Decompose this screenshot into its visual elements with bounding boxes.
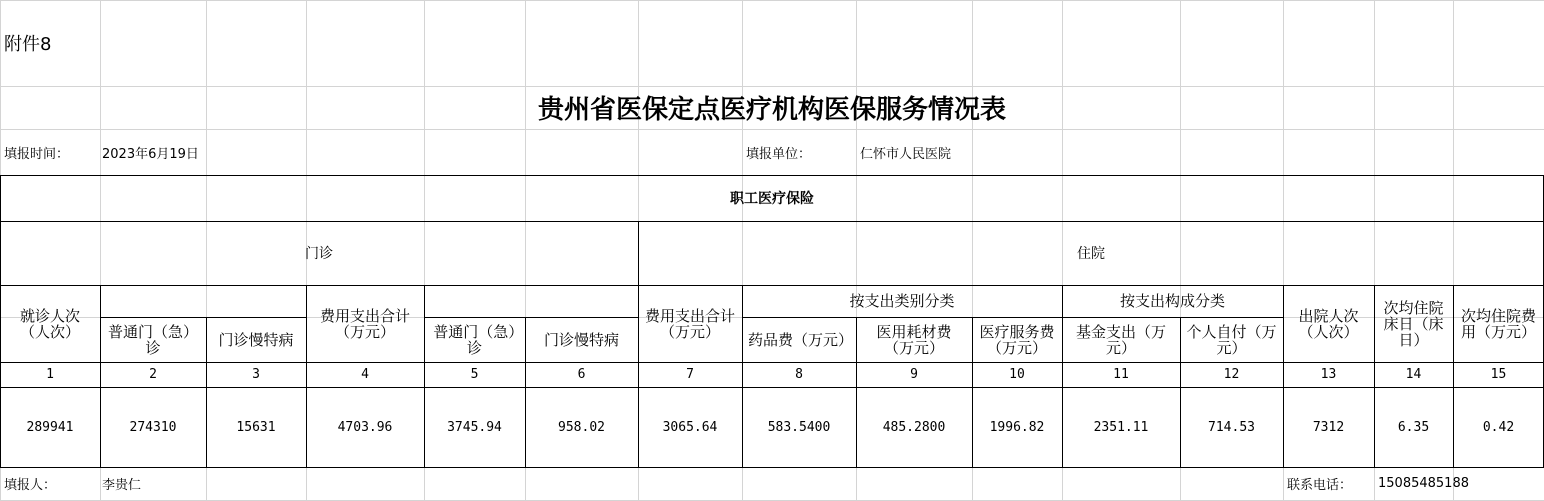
- group-expense-type-header: 按支出类别分类: [849, 292, 955, 310]
- outpatient-header: 门诊: [305, 246, 333, 262]
- column-header-12: 个人自付（万元）: [1186, 322, 1277, 357]
- table-cell-value[interactable]: 7312: [1312, 419, 1345, 435]
- table-cell-value[interactable]: 15631: [236, 419, 276, 435]
- grid-line-horizontal: [0, 0, 1544, 1]
- column-header-15: 次均住院费用（万元）: [1460, 306, 1536, 341]
- column-index-6: 6: [577, 367, 586, 382]
- column-header-2: 普通门（急）诊: [107, 322, 198, 357]
- table-cell-value[interactable]: 4703.96: [337, 419, 393, 435]
- column-index-14: 14: [1405, 367, 1422, 382]
- table-border: [0, 175, 1544, 176]
- group-expense-structure-header: 按支出构成分类: [1119, 292, 1225, 310]
- column-header-7: 费用支出合计 （万元）: [644, 306, 735, 341]
- report-time-label: 填报时间：: [4, 146, 70, 162]
- reporter-value: 李贵仁: [102, 478, 142, 493]
- column-header-3: 门诊慢特病: [218, 330, 294, 349]
- table-cell-value[interactable]: 583.5400: [767, 419, 831, 435]
- column-index-13: 13: [1320, 367, 1337, 382]
- column-index-2: 2: [149, 367, 157, 382]
- reporter-label: 填报人：: [4, 478, 57, 493]
- column-index-7: 7: [686, 367, 694, 382]
- phone-label: 联系电话：: [1287, 478, 1353, 493]
- column-index-3: 3: [252, 367, 260, 382]
- column-index-1: 1: [46, 367, 54, 382]
- attachment-label: 附件8: [4, 34, 52, 55]
- column-index-15: 15: [1490, 367, 1507, 382]
- report-unit-value: 仁怀市人民医院: [860, 146, 952, 162]
- table-cell-value[interactable]: 3065.64: [662, 419, 718, 435]
- table-cell-value[interactable]: 1996.82: [989, 419, 1045, 435]
- column-header-1: 就诊人次（人次）: [19, 306, 80, 341]
- table-border: [0, 221, 1544, 222]
- column-header-9: 医用耗材费（万元）: [876, 322, 952, 357]
- table-cell-value[interactable]: 485.2800: [882, 419, 946, 435]
- column-index-8: 8: [795, 367, 803, 382]
- report-unit-label: 填报单位：: [746, 146, 812, 162]
- section-header: 职工医疗保险: [730, 191, 814, 207]
- report-time-value: 2023年6月19日: [102, 146, 199, 162]
- table-cell-value[interactable]: 3745.94: [447, 419, 502, 435]
- column-index-11: 11: [1113, 367, 1129, 382]
- column-header-4: 费用支出合计（万元）: [319, 306, 410, 341]
- column-index-5: 5: [470, 367, 479, 382]
- table-cell-value[interactable]: 2351.11: [1093, 419, 1149, 435]
- column-header-11: 基金支出（万元）: [1075, 322, 1166, 357]
- table-cell-value[interactable]: 0.42: [1482, 419, 1515, 435]
- table-cell-value[interactable]: 6.35: [1397, 419, 1430, 435]
- column-index-9: 9: [910, 367, 918, 382]
- inpatient-header: 住院: [1077, 246, 1105, 262]
- column-header-8: 药品费（万元）: [748, 330, 854, 349]
- column-index-4: 4: [361, 367, 369, 382]
- page-title: 贵州省医保定点医疗机构医保服务情况表: [537, 95, 1006, 125]
- column-header-5: 普通门（急）诊: [433, 322, 516, 357]
- column-header-14: 次均住院床日（床日）: [1383, 298, 1444, 349]
- column-index-10: 10: [1009, 367, 1025, 382]
- column-header-10: 医疗服务费（万元）: [979, 322, 1055, 357]
- column-header-6: 门诊慢特病: [543, 330, 619, 349]
- table-cell-value[interactable]: 274310: [129, 419, 177, 435]
- table-border: [0, 467, 1544, 468]
- column-index-12: 12: [1223, 367, 1240, 382]
- phone-value: 15085485188: [1378, 476, 1469, 491]
- table-cell-value[interactable]: 289941: [26, 419, 74, 435]
- column-header-13: 出院人次（人次）: [1298, 306, 1359, 341]
- table-cell-value[interactable]: 714.53: [1208, 419, 1255, 435]
- table-cell-value[interactable]: 958.02: [558, 419, 605, 435]
